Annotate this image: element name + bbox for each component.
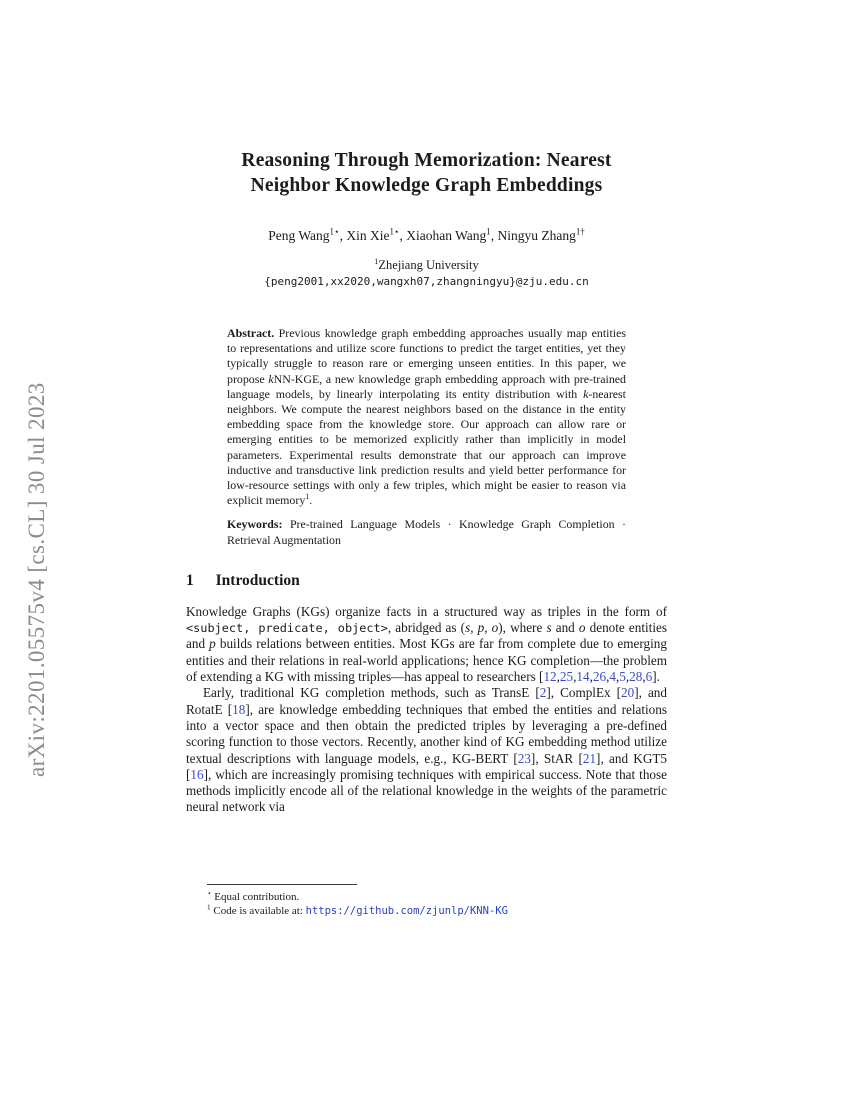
intro-paragraph-1: Knowledge Graphs (KGs) organize facts in a structured way as triples in the form of <subject, predicate, object>, abridged as (s, p, o), where s and o denote entities and p builds relations between entities. Most KGs are far from complete due to emerging entities and their relations in real-world applications; hence KG completion—the problem of extending a KG with missing triples—has appeal to researchers [12,25,14,26,4,5,28,6]. xyxy=(186,603,667,685)
footnotes-block xyxy=(207,884,667,918)
paper-title xyxy=(186,148,667,198)
footnote-equal-contribution: ⋆ Equal contribution. xyxy=(207,889,300,903)
section-number: 1 xyxy=(186,571,194,589)
arxiv-watermark: arXiv:2201.05575v4 [cs.CL] 30 Jul 2023 xyxy=(24,382,49,777)
paper-content xyxy=(186,148,667,816)
email-line: {peng2001,xx2020,wangxh07,zhangningyu}@zju.edu.cn xyxy=(264,275,589,288)
abstract-paragraph: Abstract. Previous knowledge graph embedding approaches usually map entities to representations and utilize score functions to predict the target entities, yet they typically struggle to reason rare or emerging unseen entities. In this paper, we propose kNN-KGE, a new knowledge graph embedding approach with pre-trained language models, by linearly interpolating its entity distribution with k-nearest neighbors. We compute the nearest neighbors based on the distance in the entity embedding space from the knowledge store. Our approach can allow rare or emerging entities to be memorized explicitly rather than implicitly in model parameters. Experimental results demonstrate that our approach can improve inductive and transductive link prediction results and yield better performance for low-resource settings with only a few triples, which might be easier to reason via explicit memory$^1$. xyxy=(227,326,626,508)
title-line-2: Neighbor Knowledge Graph Embeddings xyxy=(250,175,603,196)
section-heading-introduction xyxy=(186,572,667,590)
intro-paragraph-2: Early, traditional KG completion methods, such as TransE [2], ComplEx [20], and RotatE [18], are knowledge embedding techniques that embed the entities and relations into a vector space and then obtain the predicted triples by leveraging a pre-defined scoring function to those vectors. Recently, another kind of KG embedding method utilize textual descriptions with language models, e.g., KG-BERT [23], StAR [21], and KGT5 [16], which are increasingly promising techniques with empirical success. Note that those methods implicitly encode all of the relational knowledge in the weights of the parametric neural network via xyxy=(186,685,667,815)
keywords-line: Keywords: Pre-trained Language Models · Knowledge Graph Completion · Retrieval Augmentation xyxy=(227,517,626,547)
footnote-code-prefix: $^1$ Code is available at: xyxy=(207,903,306,917)
title-line-1: Reasoning Through Memorization: Nearest xyxy=(241,150,612,171)
section-title: Introduction xyxy=(215,571,300,589)
footnote-rule xyxy=(207,884,357,885)
affiliation-line: $^1$Zhejiang University xyxy=(374,256,479,272)
code-repo-link[interactable]: https://github.com/zjunlp/KNN-KG xyxy=(305,905,508,917)
footnote-code xyxy=(207,904,667,918)
authors-line: Peng Wang$^{1⋆}$, Xin Xie$^{1⋆}$, Xiaohan Wang$^1$, Ningyu Zhang$^{1\dagger}$ xyxy=(268,226,585,243)
